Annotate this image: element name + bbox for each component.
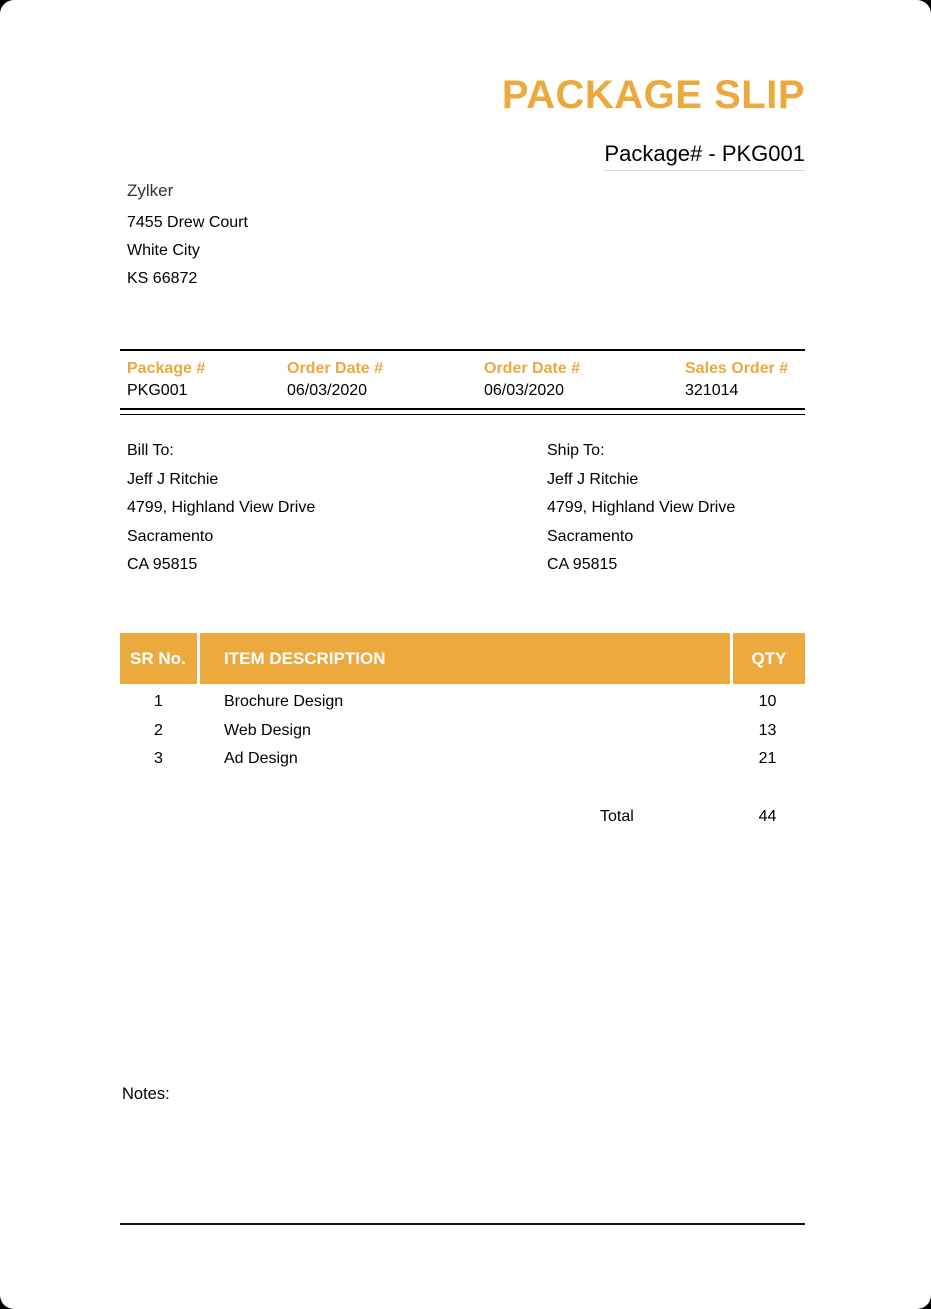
company-block: [127, 177, 248, 293]
total-value: 44: [758, 807, 777, 825]
table-row: [120, 688, 805, 717]
ship-to-block: [547, 437, 805, 580]
order-info-header-row: [120, 351, 805, 382]
bill-to-line: Jeff J Ritchie: [127, 470, 219, 488]
items-header-sr-no: SR No.: [120, 633, 197, 684]
item-qty: 10: [758, 693, 777, 710]
order-info-header: Sales Order #: [685, 360, 789, 377]
footer-divider: [120, 1223, 805, 1225]
item-sr-no: 3: [154, 750, 163, 767]
items-header-qty: QTY: [730, 633, 805, 684]
item-description: Ad Design: [224, 750, 298, 767]
bill-to-line: 4799, Highland View Drive: [127, 499, 316, 516]
bill-to-line: Sacramento: [127, 527, 214, 545]
total-row: [120, 803, 805, 832]
bill-to-block: [120, 437, 547, 580]
package-number: Package# - PKG001: [604, 141, 805, 171]
order-info-value: 06/03/2020: [484, 382, 565, 399]
order-info-table: [120, 349, 805, 415]
items-header-description: ITEM DESCRIPTION: [197, 633, 730, 684]
total-label: Total: [600, 807, 634, 825]
order-info-header: Order Date #: [287, 360, 384, 377]
order-info-value: PKG001: [127, 382, 188, 399]
items-table-body: [120, 688, 805, 774]
ship-to-line: CA 95815: [547, 556, 618, 573]
company-address-line: KS 66872: [127, 270, 198, 287]
company-address-line: 7455 Drew Court: [127, 214, 248, 231]
order-info-value: 06/03/2020: [287, 382, 368, 399]
bill-to-label: Bill To:: [127, 442, 174, 459]
document-header: [502, 74, 805, 171]
order-info-header: Order Date #: [484, 360, 581, 377]
items-table-header: [120, 633, 805, 684]
ship-to-line: Jeff J Ritchie: [547, 470, 639, 488]
bill-to-line: CA 95815: [127, 556, 198, 573]
ship-to-line: Sacramento: [547, 527, 634, 545]
total-spacer: [120, 803, 600, 832]
item-sr-no: 2: [154, 721, 163, 739]
table-row: [120, 717, 805, 746]
addresses-section: [120, 437, 805, 580]
order-info-value: 321014: [685, 382, 739, 399]
item-qty: 13: [758, 721, 777, 739]
ship-to-label: Ship To:: [547, 442, 605, 459]
company-name: Zylker: [127, 181, 174, 200]
items-table: [120, 633, 805, 831]
table-row: [120, 745, 805, 774]
notes-label: Notes:: [122, 1085, 170, 1103]
order-info-header: Package #: [127, 360, 206, 377]
item-qty: 21: [758, 750, 777, 767]
ship-to-line: 4799, Highland View Drive: [547, 499, 736, 516]
item-description: Brochure Design: [224, 693, 344, 710]
item-sr-no: 1: [154, 693, 163, 710]
item-description: Web Design: [224, 721, 311, 739]
order-info-value-row: [120, 382, 805, 410]
company-address-line: White City: [127, 242, 200, 259]
document-title: PACKAGE SLIP: [501, 73, 805, 117]
